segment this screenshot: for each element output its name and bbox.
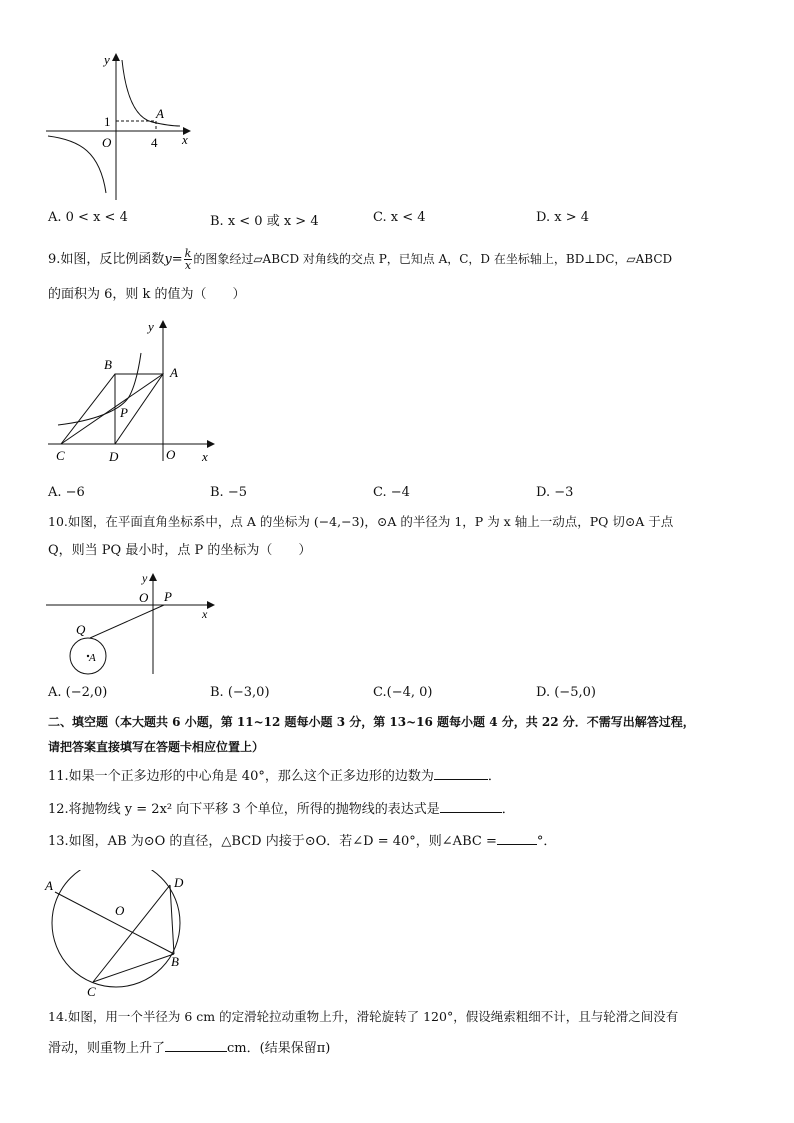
q8-option-a[interactable]: A. 0 < x < 4	[48, 210, 128, 225]
chord-cd	[93, 885, 170, 982]
origin-label: O	[102, 135, 112, 150]
tick-x-label: 4	[151, 135, 158, 150]
y-label: y	[142, 571, 148, 585]
q10-stem-line2: Q，则当 PQ 最小时，点 P 的坐标为（ ）	[48, 543, 312, 558]
q13-stem: 13.如图，AB 为⊙O 的直径，△BCD 内接于⊙O．若∠D = 40°，则∠ABC = °．	[48, 831, 556, 851]
label-c: C	[56, 448, 65, 463]
label-p: P	[164, 589, 172, 604]
label-o: O	[115, 903, 125, 918]
q9-figure	[42, 315, 222, 465]
fraction-k-over-x: $\frac{k}{x}$	[184, 247, 192, 272]
q9-option-b[interactable]: B. −5	[210, 485, 247, 500]
section2-heading-line2: 请把答案直接填写在答题卡相应位置上）	[48, 740, 265, 754]
label-d: D	[174, 875, 184, 890]
q11-answer-blank[interactable]	[434, 766, 488, 780]
q8-option-d[interactable]: D. x > 4	[536, 210, 589, 225]
label-b: B	[171, 954, 179, 969]
hyperbola-branch-1	[122, 60, 180, 126]
q13-answer-blank[interactable]	[497, 831, 537, 845]
y-label: y	[148, 319, 154, 334]
section2-heading-line1: 二、填空题（本大题共 6 小题，第 11~12 题每小题 3 分，第 13~16 题每小题 4 分，共 22 分．不需写出解答过程，	[48, 715, 695, 729]
q10-option-b[interactable]: B. (−3,0)	[210, 685, 270, 700]
q9-option-a[interactable]: A. −6	[48, 485, 85, 500]
x-label: x	[202, 607, 208, 621]
q10-figure	[42, 570, 222, 678]
diagonal-ac	[61, 374, 163, 444]
label-o: O	[166, 447, 176, 462]
label-o: O	[139, 590, 149, 605]
point-a-label: A	[156, 106, 164, 121]
q10-stem-line1: 10.如图，在平面直角坐标系中，点 A 的坐标为 (−4,−3)，⊙A 的半径为 1，P 为 x 轴上一动点，PQ 切⊙A 于点	[48, 514, 674, 529]
q14-stem-line2: 滑动，则重物上升了 cm．(结果保留π)	[48, 1038, 330, 1058]
diameter-ab	[55, 892, 174, 954]
label-a: A	[170, 365, 178, 380]
circle-o	[52, 870, 180, 987]
y-label: y	[104, 52, 110, 67]
q8-option-b[interactable]: B. x < 0 或 x > 4	[210, 214, 319, 229]
q12-stem: 12.将抛物线 y = 2x² 向下平移 3 个单位，所得的抛物线的表达式是 ．	[48, 799, 515, 819]
label-a: A	[89, 652, 96, 664]
q9-option-c[interactable]: C. −4	[373, 485, 410, 500]
x-label: x	[182, 132, 188, 147]
q10-option-d[interactable]: D. (−5,0)	[536, 685, 596, 700]
x-label: x	[202, 449, 208, 464]
label-q: Q	[76, 622, 86, 637]
q14-stem-line1: 14.如图，用一个半径为 6 cm 的定滑轮拉动重物上升，滑轮旋转了 120°，假设绳索粗细不计，且与轮滑之间没有	[48, 1009, 679, 1024]
q12-answer-blank[interactable]	[440, 799, 502, 813]
label-b: B	[104, 357, 112, 372]
label-a: A	[45, 878, 53, 893]
label-d: D	[109, 449, 119, 464]
q10-option-a[interactable]: A. (−2,0)	[48, 685, 108, 700]
hyperbola-branch-2	[48, 136, 106, 193]
q9-stem-line2: 的面积为 6，则 k 的值为（ ）	[48, 287, 246, 302]
label-p: P	[120, 405, 128, 420]
q14-answer-blank[interactable]	[165, 1038, 227, 1052]
q10-option-c[interactable]: C.(−4, 0)	[373, 685, 433, 700]
q9-option-d[interactable]: D. −3	[536, 485, 574, 500]
q11-stem: 11.如果一个正多边形的中心角是 40°，那么这个正多边形的边数为 ．	[48, 766, 501, 786]
hyperbola	[58, 353, 141, 425]
label-c: C	[87, 984, 96, 999]
q9-stem-line1: 9.如图，反比例函数y= $\frac{k}{x}$ 的图象经过▱ABCD 对角线的交点 P，已知点 A，C，D 在坐标轴上，BD⊥DC，▱ABCD	[48, 247, 673, 272]
q8-figure	[40, 48, 200, 203]
q8-option-c[interactable]: C. x < 4	[373, 210, 426, 225]
tick-y-label: 1	[104, 114, 111, 129]
q13-figure	[40, 870, 200, 1000]
